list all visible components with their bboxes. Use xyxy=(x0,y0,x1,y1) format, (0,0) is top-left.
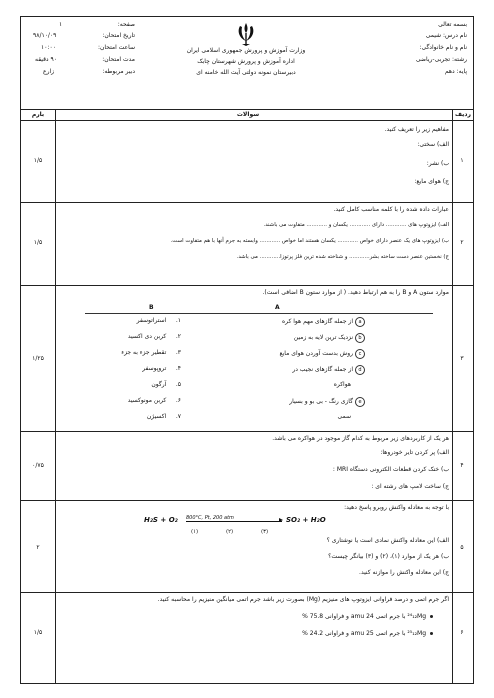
question-2-score: ۱/۵ xyxy=(33,239,43,246)
question-5-number: ۵ xyxy=(460,544,464,551)
reaction-mark: (۱) xyxy=(191,529,199,535)
match-b-item: ۷. اکسیژن xyxy=(146,413,181,420)
header-student-name: نام و نام خانوادگی: xyxy=(419,44,467,51)
match-a-item: cروش بدست آوردن هوای مایع xyxy=(279,349,365,359)
column-questions-header: سوالات xyxy=(236,111,260,118)
match-table-rule xyxy=(85,313,433,314)
match-b-item: ۲. کربن دی اکسید xyxy=(127,333,181,340)
question-6-title: اگر جرم اتمی و درصد فراوانی ایزوتوپ های منیزیم (Mg) بصورت زیر باشد جرم اتمی میانگین منیزیم را محاسبه کنید. xyxy=(157,596,449,603)
exam-sheet xyxy=(20,16,474,684)
header-grade: پایه: دهم xyxy=(444,68,467,75)
column-score-header: بارم xyxy=(31,111,45,118)
reaction-mark: (۳) xyxy=(261,529,269,535)
question-3-score: ۱/۲۵ xyxy=(32,355,44,362)
match-a-item: eگازی رنگ - بی بو و بسیار xyxy=(289,397,365,407)
question-5-item: ج) این معادله واکنش را موازنه کنید. xyxy=(359,569,449,576)
match-a-item-continued: سمی xyxy=(337,413,351,420)
question-2-item: ج) نخستین عنصر دست ساخته بشر............ و شناخته شده ترین فلز پرتوزا............ می باشد. xyxy=(236,254,449,260)
reaction-arrowhead xyxy=(279,518,283,522)
question-5-item: الف) این معادله واکنش نمادی است یا نوشتاری ؟ xyxy=(326,537,449,544)
question-4-number: ۴ xyxy=(460,462,464,469)
question-3-title: موارد ستون A و B را به هم ارتباط دهید. ( از موارد ستون B اضافی است). xyxy=(262,289,449,296)
match-a-item: aاز جمله گازهای مهم هوا کره xyxy=(282,317,365,327)
question-4-score: ۰/۷۵ xyxy=(32,462,44,469)
header-ministry: وزارت آموزش و پرورش جمهوری اسلامی ایران xyxy=(186,47,306,54)
header-exam-date: تاریخ امتحان: ۹۸/۱۰/۰۹ xyxy=(33,32,135,39)
reaction-products: SO₂ + H₂O xyxy=(286,516,326,524)
match-b-item: ۱. استراتوسفر xyxy=(136,317,181,324)
header-exam-duration: مدت امتحان: ۹۰ دقیقه xyxy=(35,56,135,63)
question-2-number: ۲ xyxy=(460,239,464,246)
question-2-item: الف) ایزوتوپ های ............ دارای ............ یکسان و ............ متفاوت می باشند. xyxy=(263,222,449,228)
column-b-label: B xyxy=(149,304,154,311)
header-school: دبیرستان نمونه دولتی آیت الله خامنه ای xyxy=(196,69,296,76)
question-4-title: هر یک از کاربردهای زیر مربوط به کدام گاز موجود در هواکره می باشد. xyxy=(272,435,449,442)
question-6-number: ۶ xyxy=(460,629,464,636)
question-6-isotope: ²⁴₁₂Mg با جرم اتمی 24 amu و فراوانی 75.8 % xyxy=(302,613,433,621)
header-teacher: دبیر مربوطه: زارع xyxy=(43,68,135,75)
reaction-arrow xyxy=(186,521,282,522)
question-1-item: ج) هوای مایع: xyxy=(414,178,449,185)
question-4-item: ب) خنک کردن قطعات الکترونی دستگاه MRI : xyxy=(332,466,449,473)
header-basmala: بسمه تعالی xyxy=(438,21,467,28)
header-subject: نام درس: شیمی xyxy=(425,32,467,39)
question-1-item: ب) نشر: xyxy=(426,160,449,167)
question-6-score: ۱/۵ xyxy=(33,629,43,636)
match-b-item: ۶. کربن مونوکسید xyxy=(127,397,181,404)
header-exam-time: ساعت امتحان: ۱۰:۰۰ xyxy=(41,44,135,51)
question-6-isotope: ²⁵₁₂Mg با جرم اتمی 25 amu و فراوانی 24.2 % xyxy=(302,630,433,638)
reaction-reactants: H₂S + O₂ xyxy=(144,516,178,524)
match-a-item: bنزدیک ترین لایه به زمین xyxy=(294,333,365,343)
bullet-icon xyxy=(430,615,433,618)
question-1-number: ۱ xyxy=(460,157,464,164)
question-1-title: مفاهیم زیر را تعریف کنید. xyxy=(384,126,449,133)
match-a-item: dاز جمله گازهای نجیب در xyxy=(292,365,365,375)
question-5-title: با توجه به معادله واکنش روبرو پاسخ دهید: xyxy=(344,504,449,511)
question-5-score: ۲ xyxy=(36,544,40,551)
question-4-item: الف) پر کردن تایر خودروها: xyxy=(380,449,449,456)
match-b-item: ۵. آرگون xyxy=(151,381,181,388)
question-5-item: ب) هر یک از موارد (۱)، (۲) و (۳) بیانگر چیست؟ xyxy=(328,553,449,560)
reaction-condition: 800°C, Pt, 200 atm xyxy=(186,515,234,521)
bullet-icon xyxy=(430,632,433,635)
header-field: رشته: تجربی-ریاضی xyxy=(415,56,467,63)
header-office: اداره آموزش و پرورش شهرستان چابک xyxy=(197,58,295,65)
match-b-item: ۳. تقطیر جزء به جزء xyxy=(121,349,181,356)
reaction-mark: (۲) xyxy=(226,529,234,535)
question-3-number: ۳ xyxy=(460,355,464,362)
question-2-title: عبارات داده شده را با کلمه مناسب کامل کنید. xyxy=(333,206,449,213)
question-1-score: ۱/۵ xyxy=(33,157,43,164)
column-a-label: A xyxy=(275,304,280,311)
question-2-item: ب) ایزوتوپ های یک عنصر دارای خواص ............ یکسان هستند اما خواص ............ وابسته به جرم آنها با هم متفاوت است. xyxy=(170,238,449,244)
column-row-header: ردیف xyxy=(455,111,471,118)
header-page: صفحه: ۱ xyxy=(59,21,135,28)
match-b-item: ۴. تروپوسفر xyxy=(142,365,181,372)
question-1-item: الف) سختی: xyxy=(417,141,449,148)
match-a-item-continued: هواکره xyxy=(333,381,351,388)
question-4-item: ج) ساخت لامپ های رشته ای : xyxy=(371,483,449,490)
iran-emblem-icon xyxy=(233,21,259,47)
